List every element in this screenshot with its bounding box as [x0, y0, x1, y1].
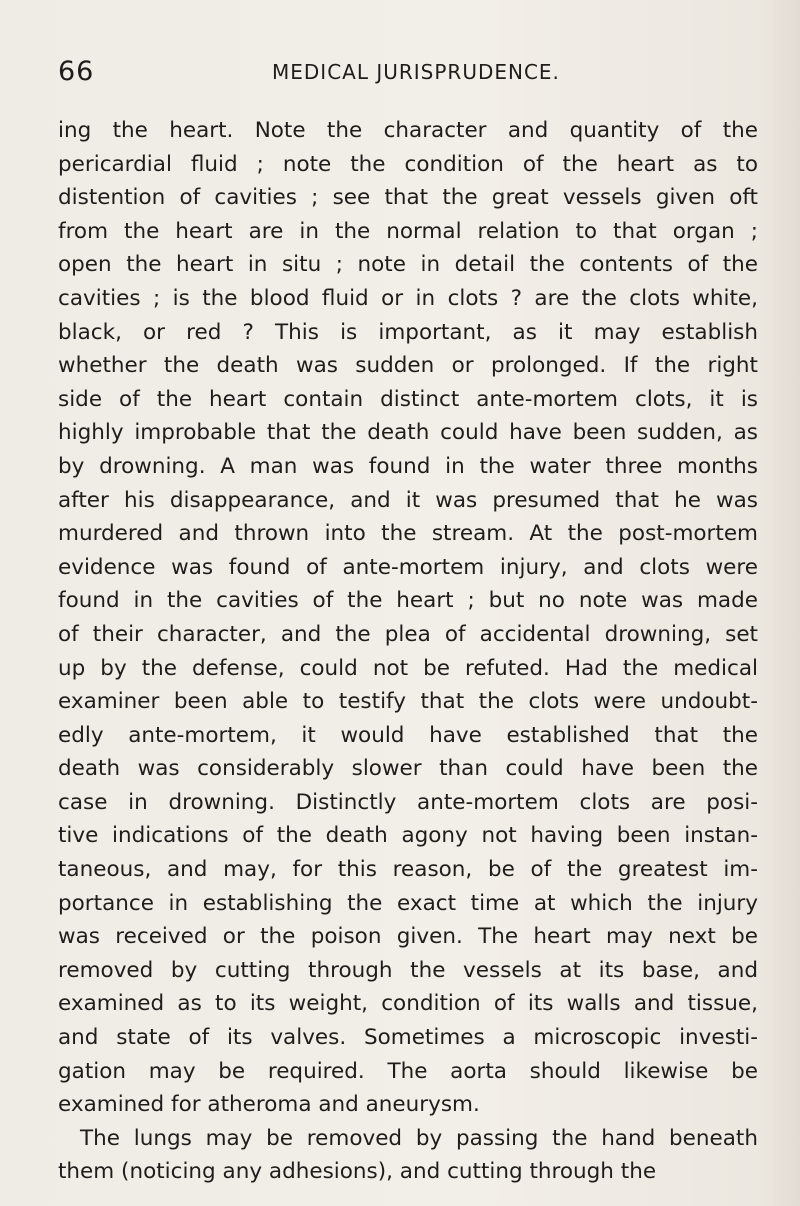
text-line: death was considerably slower than could have been the [58, 756, 758, 782]
text-line: removed by cutting through the vessels at its base, and [58, 957, 758, 983]
text-line: of their character, and the plea of accidental drowning, set [58, 621, 758, 647]
text-line: after his disappearance, and it was presumed that he was [58, 487, 758, 513]
text-line: The lungs may be removed by passing the hand beneath [80, 1125, 758, 1151]
text-line: examined for atheroma and aneurysm. [58, 1092, 480, 1118]
text-line: case in drowning. Distinctly ante-mortem clots are posi- [58, 789, 758, 815]
text-line: up by the defense, could not be refuted. Had the medical [58, 655, 758, 681]
text-line: distention of cavities ; see that the great vessels given oft [58, 185, 758, 211]
text-line: side of the heart contain distinct ante-mortem clots, it is [58, 386, 758, 412]
text-line: and state of its valves. Sometimes a microscopic investi- [58, 1025, 758, 1051]
text-line: taneous, and may, for this reason, be of the greatest im- [58, 857, 758, 883]
body-text [58, 114, 758, 1189]
text-line: ing the heart. Note the character and quantity of the [58, 118, 758, 143]
text-line: black, or red ? This is important, as it may establish [58, 319, 758, 345]
text-line: examiner been able to testify that the clots were undoubt- [58, 689, 758, 715]
text-line: tive indications of the death agony not having been instan- [58, 823, 758, 849]
page-number: 66 [58, 56, 95, 87]
text-line: portance in establishing the exact time at which the injury [58, 890, 758, 916]
text-line: murdered and thrown into the stream. At the post-mortem [58, 521, 758, 547]
text-line: open the heart in situ ; note in detail the contents of the [58, 252, 758, 278]
text-line: examined as to its weight, condition of its walls and tissue, [58, 991, 758, 1017]
text-line: evidence was found of ante-mortem injury, and clots were [58, 554, 758, 580]
page-header [58, 56, 748, 96]
text-line: found in the cavities of the heart ; but no note was made [58, 588, 758, 614]
text-line: whether the death was sudden or prolonged. If the right [58, 353, 758, 379]
running-head: MEDICAL JURISPRUDENCE. [272, 60, 560, 84]
text-line: highly improbable that the death could have been sudden, as [58, 420, 758, 446]
text-line: cavities ; is the blood fluid or in clots ? are the clots white, [58, 285, 758, 311]
text-line: them (noticing any adhesions), and cutting through the [58, 1159, 657, 1185]
text-line: pericardial fluid ; note the condition of the heart as to [58, 151, 758, 177]
text-line: gation may be required. The aorta should likewise be [58, 1058, 758, 1084]
text-line: by drowning. A man was found in the water three months [58, 453, 758, 479]
text-line: was received or the poison given. The heart may next be [58, 924, 758, 950]
text-line: from the heart are in the normal relation to that organ ; [58, 218, 758, 244]
text-line: edly ante-mortem, it would have established that the [58, 722, 758, 748]
